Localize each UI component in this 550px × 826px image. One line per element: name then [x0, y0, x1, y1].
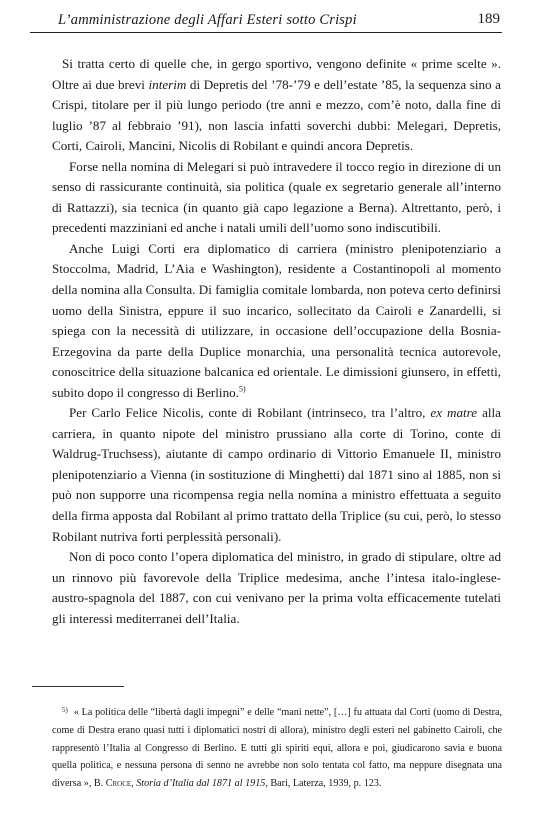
paragraph	[52, 403, 501, 547]
paragraph-text: alla carriera, in quanto nipote del ministro prussiano alla corte di Torino, conte di Waldrug-Truchsess), aiutante di campo ordinario di Vittorio Emanuele II, ministro plenipotenziario a Vienna (in sostituzione di Minghetti) dal 1871 sino al 1885, non si può non supporre una ricompensa regia nella nomina a ministro effettuata a seguito della firma apposta dal Robilant al primo trattato della Triplice (su cui, però, lo stesso Robilant nutriva forti perplessità personali).	[52, 405, 501, 544]
footnote-rule	[32, 686, 124, 687]
paragraph-text: Per Carlo Felice Nicolis, conte di Robilant (intrinseco, tra l’altro,	[69, 405, 431, 421]
paragraph	[52, 547, 501, 629]
footnote-text-run: « La politica delle “libertà dagli impegni” e delle “mani nette”, […] fu attuata dal Corti (uomo di Destra, come di Destra erano quasi tutti i diplomatici nostri di allora), ministro degli esteri nel gabinetto Cairoli, che rappresentò l’Italia al Congresso di Berlino. E tutti gli spiriti equi, allora e poi, giudicarono savia e buona quella politica, e nessuna persona di senno ne avrebbe non solo tentata col fatto, ma neppure disegnata una diversa », B.	[52, 707, 502, 790]
footnote-reference: 5)	[238, 384, 246, 394]
paragraph-text: Non di poco conto l’opera diplomatica del ministro, in grado di stipulare, oltre ad un rinnovo più favorevole della Triplice medesima, anche l’intesa italo-inglese-austro-spagnola del 1887, con cui venivano per la prima volta efficacemente tutelati gli interessi mediterranei dell’Italia.	[52, 549, 501, 626]
paragraph	[52, 54, 501, 157]
footnote-text-run: , Bari, Laterza, 1939, p. 123.	[265, 778, 382, 790]
paragraph-text: Si tratta certo di quelle che, in gergo sportivo, vengono definite « prime scelte ». Oltre ai due brevi	[52, 56, 501, 92]
footnote-number: 5)	[62, 706, 68, 714]
footnote-text-run: ,	[131, 778, 137, 790]
italic-text: interim	[148, 76, 187, 92]
paragraph-text: Anche Luigi Corti era diplomatico di carriera (ministro plenipotenziario a Stoccolma, Madrid, L’Aia e Washington), residente a Costantinopoli al momento della nomina alla Consulta. Di famiglia comitale lombarda, non poteva certo definirsi uomo della Sinistra, eppure il suo incarico, sollecitato da Cairoli e Zanardelli, si spiega con la necessità di utilizzare, in occasione dell’occupazione della Bosnia-Erzegovina da parte della Duplice monarchia, una personalità tecnica autorevole, conoscitrice della situazione balcanica ed orientale. Le dimissioni giunsero, in effetti, subito dopo il congresso di Berlino.	[52, 240, 501, 400]
running-head	[30, 10, 502, 33]
author-name: Croce	[105, 778, 132, 790]
footnote-text	[52, 707, 502, 789]
paragraph	[52, 239, 501, 403]
page-number: 189	[477, 11, 500, 27]
body-text	[52, 54, 501, 629]
italic-text: ex matre	[430, 405, 478, 421]
running-title: L’amministrazione degli Affari Esteri sotto Crispi	[58, 12, 357, 28]
italic-text: Storia d’Italia dal 1871 al 1915	[136, 778, 266, 790]
paragraph	[52, 157, 501, 239]
footnote	[52, 702, 502, 793]
paragraph-text: di Depretis del ’78-’79 e dell’estate ’85, la sequenza sino a Crispi, titolare per il più lungo periodo (tre anni e mezzo, com’è noto, dalla fine di luglio ’87 al febbraio ’91), non lascia infatti soverchi dubbi: Melegari, Depretis, Corti, Cairoli, Mancini, Nicolis di Robilant e quindi ancora Depretis.	[52, 76, 501, 154]
paragraph-text: Forse nella nomina di Melegari si può intravedere il tocco regio in direzione di un senso di rassicurante continuità, sia politica (quale ex segretario generale all’interno di Rattazzi), sia tecnica (in quanto già capo legazione a Berna). Altrettanto, però, i precedenti mazziniani ed anche i natali umili dell’uomo sono indiscutibili.	[52, 158, 501, 236]
